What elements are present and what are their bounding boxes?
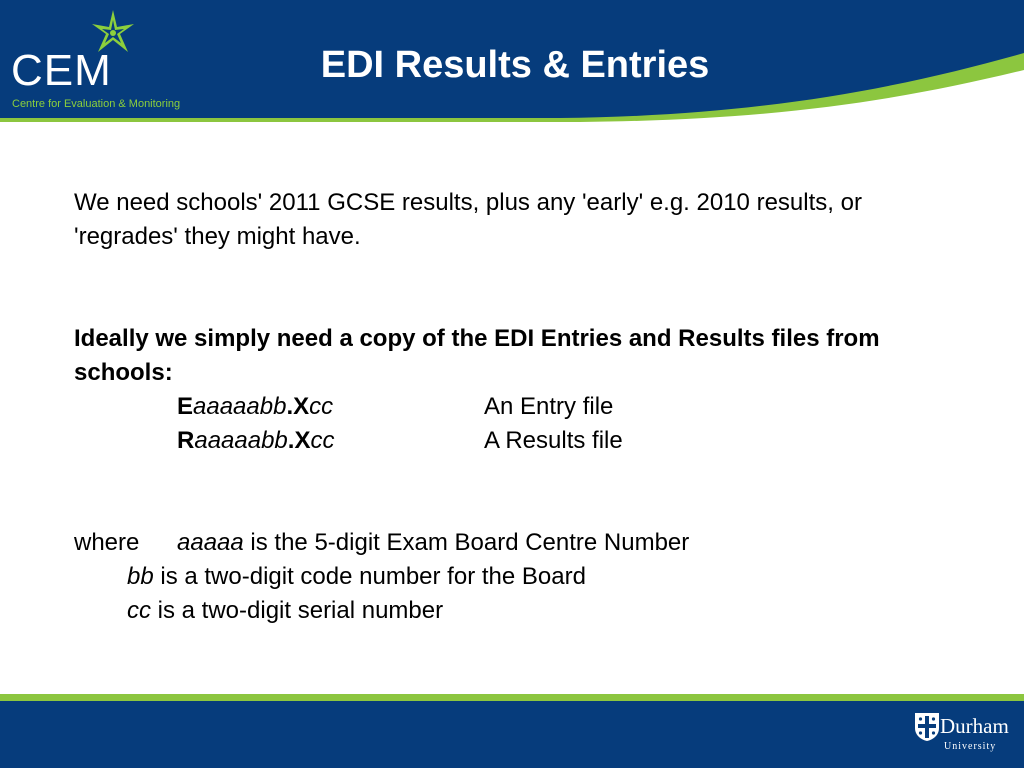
footer-band <box>0 701 1024 768</box>
logo-text: CEM <box>11 46 112 95</box>
results-file-name: Raaaaabb.Xcc <box>177 427 335 454</box>
logo-subtitle: Centre for Evaluation & Monitoring <box>12 98 181 110</box>
where-label: where <box>74 529 140 556</box>
where-definition-cc <box>127 594 443 628</box>
durham-university: University <box>944 741 997 752</box>
intro-paragraph: We need schools' 2011 GCSE results, plus any 'early' e.g. 2010 results, or 'regrades' they might have. <box>74 189 862 250</box>
definition-bb: is a two-digit code number for the Board <box>153 563 586 590</box>
term-cc: cc <box>127 597 151 624</box>
page-title: EDI Results & Entries <box>320 44 710 86</box>
entry-file-description: An Entry file <box>484 393 614 420</box>
where-definition-bb <box>127 560 586 594</box>
term-aaaaa: aaaaa <box>177 529 244 556</box>
definition-aaaaa: is the 5-digit Exam Board Centre Number <box>243 529 690 556</box>
durham-name: Durham <box>940 714 1009 738</box>
durham-logo <box>914 710 1014 758</box>
results-file-description: A Results file <box>484 427 623 454</box>
term-bb: bb <box>127 563 154 590</box>
entry-file-name: Eaaaaabb.Xcc <box>177 393 334 420</box>
footer-green-line <box>0 694 1024 701</box>
durham-crest-icon <box>914 712 940 742</box>
ideal-paragraph: Ideally we simply need a copy of the EDI Entries and Results files from schools: <box>74 325 880 386</box>
definition-cc: is a two-digit serial number <box>151 597 444 624</box>
